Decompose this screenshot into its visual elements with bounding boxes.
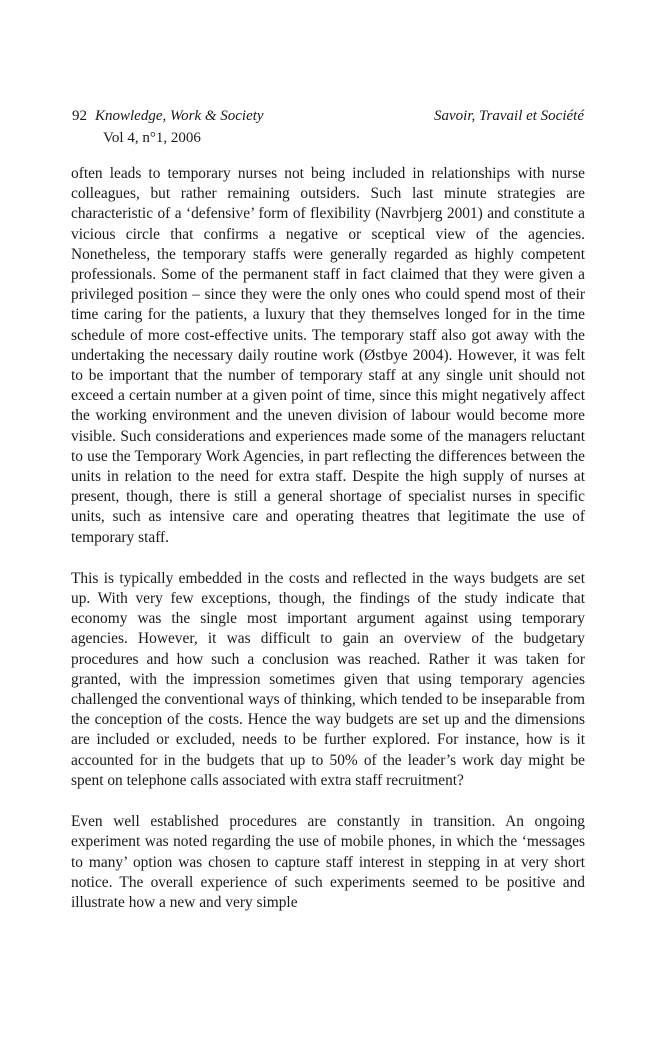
journal-title-french: Savoir, Travail et Société: [434, 108, 584, 124]
paragraph: often leads to temporary nurses not being included in relationships with nurse colleagues, but rather remaining outsiders. Such last minute strategies are characteristic of a ‘defensive’ form of flexibility (Navrbjerg 2001) and constitute a vicious circle that confirms a negative or sceptical view of the agencies. Nonetheless, the temporary staffs were generally regarded as highly competent professionals. Some of the permanent staff in fact claimed that they were given a privileged position – since they were the only ones who could spend most of their time caring for the patients, a luxury that they themselves longed for in the time schedule of more cost-effective units. The temporary staff also got away with the undertaking the necessary daily routine work (Østbye 2004). However, it was felt to be important that the number of temporary staff at any single unit should not exceed a certain number at a given point of time, since this might negatively affect the working environment and the uneven division of labour would become more visible. Such considerations and experiences made some of the managers reluctant to use the Temporary Work Agencies, in part reflecting the differences between the units in relation to the need for extra staff. Despite the high supply of nurses at present, though, there is still a general shortage of specialist nurses in specific units, such as intensive care and operating theatres that legitimate the use of temporary staff.: [71, 165, 585, 546]
journal-issue: Vol 4, n°1, 2006: [103, 130, 201, 146]
paragraph: This is typically embedded in the costs and reflected in the ways budgets are set up. With very few exceptions, though, the findings of the study indicate that economy was the single most important argument against using temporary agencies. However, it was difficult to gain an overview of the budgetary procedures and how such a conclusion was reached. Rather it was taken for granted, with the impression sometimes given that using temporary agencies challenged the conventional ways of thinking, which tended to be inseparable from the conception of the costs. Hence the way budgets are set up and the dimensions are included or excluded, needs to be further explored. For instance, how is it accounted for in the budgets that up to 50% of the leader’s work day might be spent on telephone calls associated with extra staff recruitment?: [71, 569, 585, 789]
journal-title: Knowledge, Work & Society: [95, 108, 264, 124]
running-head-left: [72, 105, 264, 127]
page-number: 92: [72, 108, 87, 124]
body-text: [71, 164, 585, 934]
paragraph: Even well established procedures are constantly in transition. An ongoing experiment was noted regarding the use of mobile phones, in which the ‘messages to many’ option was chosen to capture staff interest in stepping in at very short notice. The overall experience of such experiments seemed to be positive and illustrate how a new and very simple: [71, 813, 585, 911]
